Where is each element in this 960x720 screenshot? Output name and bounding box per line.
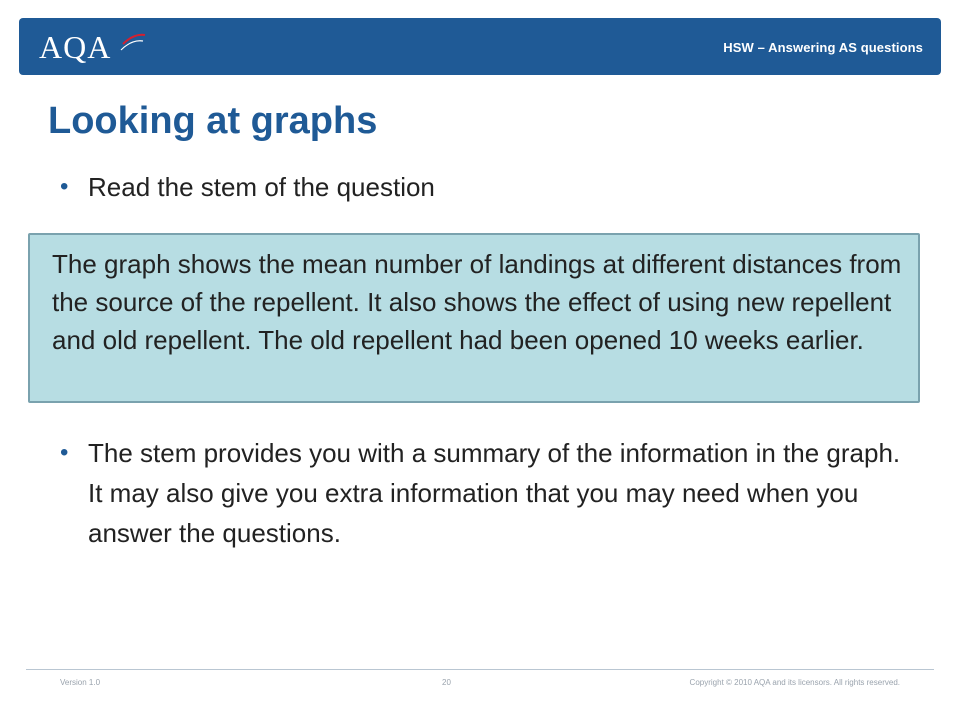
header-bar xyxy=(19,18,941,75)
footer-version: Version 1.0 xyxy=(60,678,101,687)
footer-page-number: 20 xyxy=(442,678,451,687)
aqa-logo xyxy=(39,26,149,66)
bullet-item xyxy=(60,433,920,553)
question-stem-box xyxy=(28,233,920,403)
footer-copyright: Copyright © 2010 AQA and its licensors. All rights reserved. xyxy=(689,678,900,687)
bullet-icon: • xyxy=(60,439,69,466)
bullet-text: Read the stem of the question xyxy=(88,172,435,202)
bullet-item xyxy=(60,167,920,207)
svg-text:AQA: AQA xyxy=(39,29,112,65)
slide-title: Looking at graphs xyxy=(48,100,378,142)
bullet-icon: • xyxy=(60,173,69,200)
question-stem-text: The graph shows the mean number of landings at different distances from the source of the repellent. It also shows the effect of using new repellent and old repellent. The old repellent had been opened 10 weeks earlier. xyxy=(52,249,902,355)
footer-divider xyxy=(26,669,934,670)
header-title: HSW – Answering AS questions xyxy=(723,40,923,55)
bullet-text: The stem provides you with a summary of the information in the graph. It may also give you extra information that you may need when you answer the questions. xyxy=(88,438,901,548)
